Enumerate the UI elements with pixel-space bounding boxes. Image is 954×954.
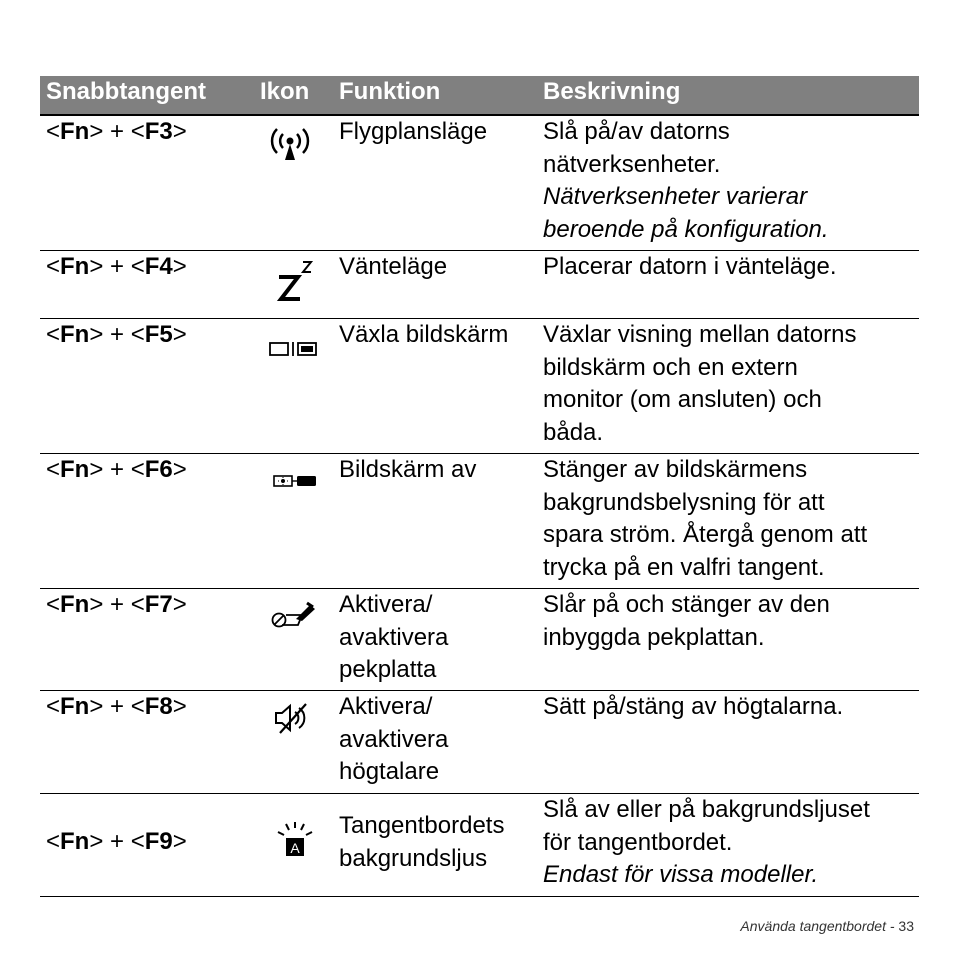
- table-row: [40, 116, 919, 251]
- display-toggle-icon: [268, 341, 318, 357]
- table-row: [40, 251, 919, 319]
- description-cell: Slår på och stänger av den inbyggda pekplattan.: [543, 591, 830, 651]
- description-cell: Växlar visning mellan datorns bildskärm och en extern monitor (om ansluten) och båda.: [543, 321, 857, 446]
- description-note: Nätverksenheter varierar: [543, 183, 808, 210]
- header-function: Funktion: [339, 78, 441, 105]
- description-note: beroende på konfiguration.: [543, 215, 829, 243]
- svg-text:A: A: [290, 840, 300, 856]
- hotkey-table: [40, 76, 919, 897]
- footer-section-title: Använda tangentbordet -: [740, 918, 895, 934]
- header-hotkey: Snabbtangent: [46, 78, 206, 105]
- function-cell: Aktivera/ avaktivera pekplatta: [339, 591, 449, 683]
- function-cell: Bildskärm av: [339, 456, 477, 483]
- function-cell: Växla bildskärm: [339, 321, 509, 348]
- table-row: [40, 454, 919, 589]
- hotkey-cell: <Fn> + <F7>: [46, 591, 187, 618]
- table-row: [40, 589, 919, 691]
- page-number: 33: [898, 918, 914, 934]
- function-cell: Flygplansläge: [339, 118, 488, 145]
- hotkey-cell: <Fn> + <F4>: [46, 253, 187, 280]
- description-note: Endast för vissa modeller.: [543, 861, 819, 888]
- sleep-icon: [276, 259, 316, 303]
- description-cell: Stänger av bildskärmens bakgrundsbelysning för att spara ström. Återgå genom att trycka på en valfri tangent.: [543, 456, 868, 581]
- description-cell: Slå av eller på bakgrundsljuset för tangentbordet. Endast för vissa modeller.: [543, 794, 919, 892]
- hotkey-cell: <Fn> + <F6>: [46, 456, 187, 483]
- speaker-mute-icon: [272, 701, 312, 735]
- hotkey-cell: <Fn> + <F3>: [46, 118, 187, 145]
- header-icon: Ikon: [260, 78, 310, 105]
- function-cell: Aktivera/ avaktivera högtalare: [339, 693, 449, 785]
- function-cell: Vänteläge: [339, 253, 448, 280]
- hotkey-cell: <Fn> + <F9>: [46, 828, 187, 855]
- page-footer: [740, 918, 914, 934]
- table-row: [40, 319, 919, 454]
- function-cell: Tangentbordets bakgrundsljus: [339, 812, 505, 872]
- table-row: [40, 691, 919, 794]
- wireless-icon: [266, 124, 314, 160]
- hotkey-cell: <Fn> + <F5>: [46, 321, 187, 348]
- keyboard-backlight-icon: [274, 820, 316, 862]
- display-off-icon: [272, 474, 318, 488]
- table-row: [40, 794, 919, 897]
- header-description: Beskrivning: [543, 78, 681, 105]
- hotkey-cell: <Fn> + <F8>: [46, 693, 187, 720]
- description-cell: Sätt på/stäng av högtalarna.: [543, 693, 844, 720]
- description-cell: Slå på/av datorns nätverksenheter. Nätverksenheter varierar beroende på konfiguration.: [543, 116, 919, 246]
- touchpad-toggle-icon: [270, 601, 318, 631]
- description-cell: Placerar datorn i vänteläge.: [543, 253, 837, 280]
- table-header: [40, 76, 919, 116]
